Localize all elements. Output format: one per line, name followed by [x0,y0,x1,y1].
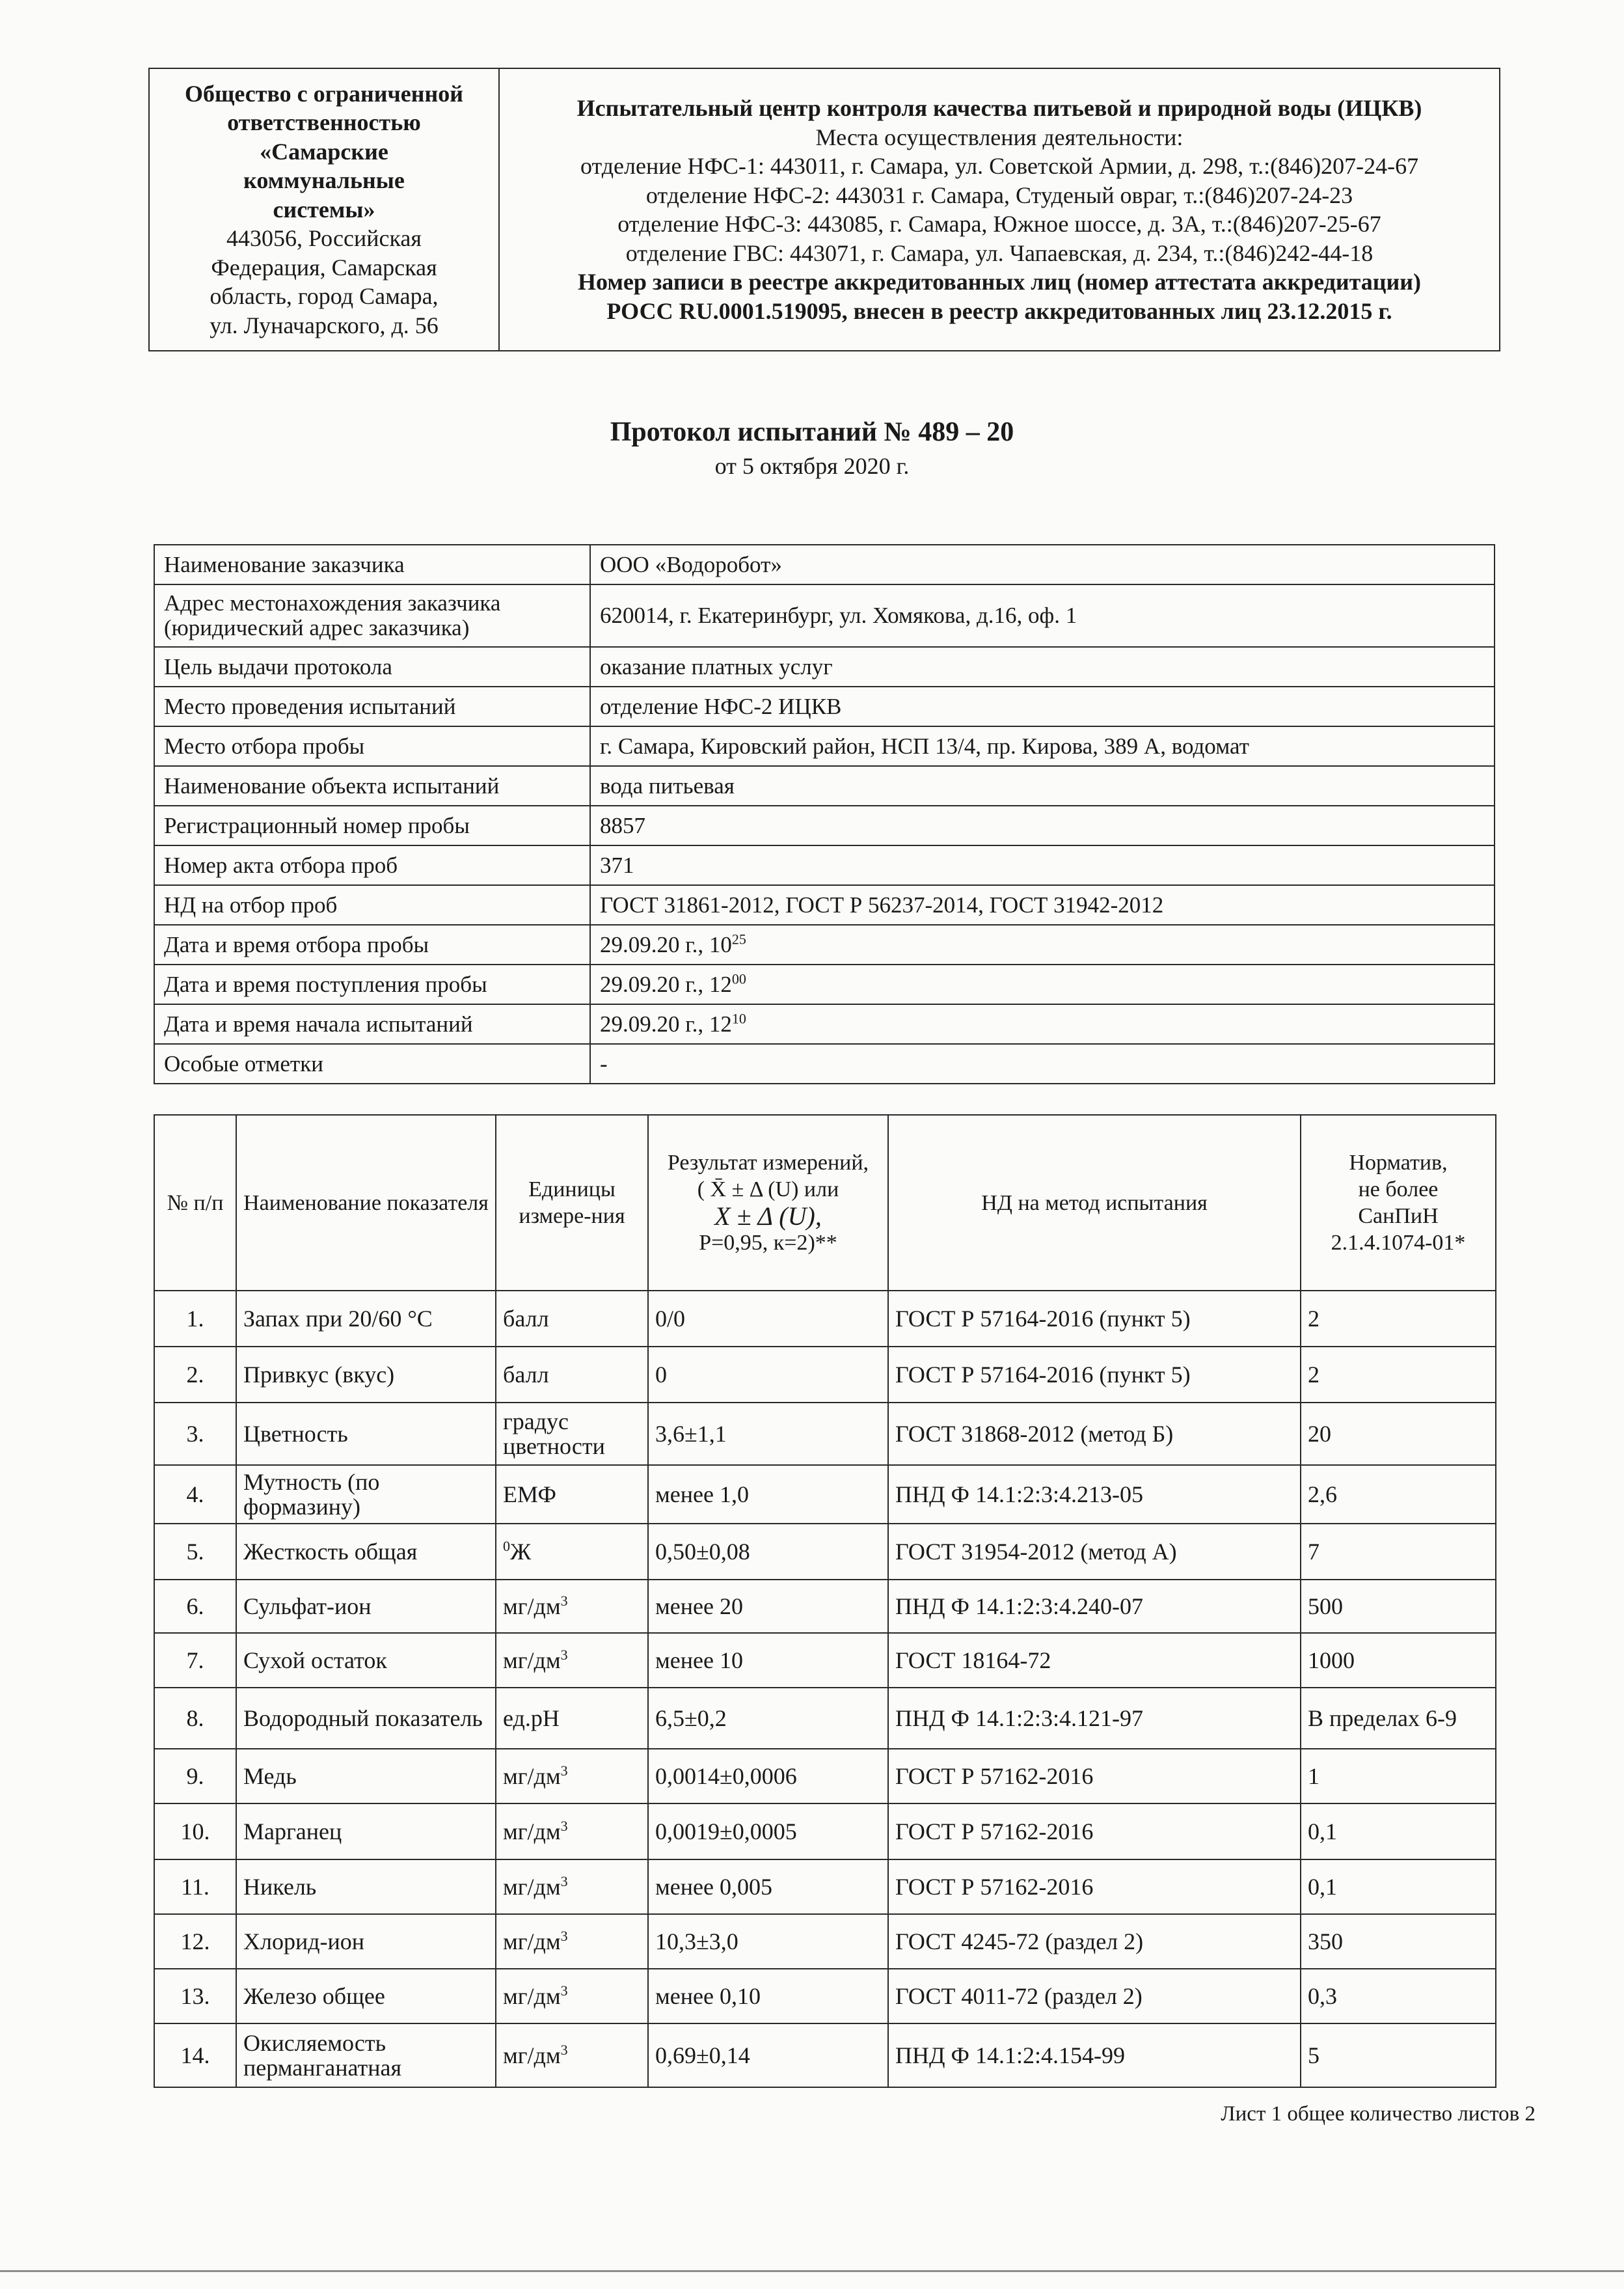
indicator-name: Медь [236,1749,496,1803]
result-row [154,1688,1496,1749]
org-address-line: 443056, Российская [226,225,422,252]
test-method: ГОСТ Р 57164-2016 (пункт 5) [888,1347,1301,1403]
test-method: ПНД Ф 14.1:2:3:4.121-97 [888,1688,1301,1749]
row-number: 10. [154,1803,236,1859]
norm-value: В пределах 6-9 [1301,1688,1496,1749]
test-center-title: Испытательный центр контроля качества питьевой и природной воды (ИЦКВ) [576,95,1422,121]
info-value: - [590,1044,1495,1084]
org-name-line: «Самарские [260,138,388,165]
test-method: ГОСТ Р 57162-2016 [888,1859,1301,1914]
indicator-name: Водородный показатель [236,1688,496,1749]
result-header-line: X ± Δ (U), [714,1201,822,1231]
result-row [154,1347,1496,1403]
unit-text: мг/дм [503,1983,561,2009]
info-row [154,1044,1495,1084]
measurement-result: 0,0019±0,0005 [648,1803,888,1859]
unit: ЕМФ [496,1465,648,1524]
unit-text: мг/дм [503,2042,561,2068]
norm-header-line: не более [1358,1177,1439,1201]
info-label: Дата и время отбора пробы [154,925,590,965]
indicator-name: Хлорид-ион [236,1914,496,1969]
scan-edge-line [0,2270,1624,2272]
accreditation-line: Номер записи в реестре аккредитованных лиц (номер аттестата аккредитации) [578,269,1421,295]
org-name-line: коммунальные [243,167,405,194]
result-header-line: Результат измерений, [667,1151,869,1175]
branch-line: отделение ГВС: 443071, г. Самара, ул. Чапаевская, д. 234, т.:(846)242-44-18 [625,240,1374,266]
col-header-norm [1301,1115,1496,1291]
indicator-name: Окисляемость перманганатная [236,2023,496,2087]
org-address-line: ул. Луначарского, д. 56 [210,312,439,338]
norm-value: 2,6 [1301,1465,1496,1524]
sheet-counter: Лист 1 общее количество листов 2 [1221,2102,1536,2126]
row-number: 9. [154,1749,236,1803]
unit: балл [496,1291,648,1347]
result-row [154,1969,1496,2023]
test-method: ГОСТ 4245-72 (раздел 2) [888,1914,1301,1969]
info-value: ГОСТ 31861-2012, ГОСТ Р 56237-2014, ГОСТ 31942-2012 [590,885,1495,925]
measurement-result: 0 [648,1347,888,1403]
norm-header-line: 2.1.4.1074-01* [1331,1231,1466,1255]
row-number: 2. [154,1347,236,1403]
norm-value: 1000 [1301,1633,1496,1688]
unit-degree: 0 [503,1538,510,1554]
result-row [154,1914,1496,1969]
info-row [154,766,1495,806]
header-table [148,68,1500,351]
info-value [590,965,1495,1004]
norm-value: 5 [1301,2023,1496,2087]
protocol-title: Протокол испытаний № 489 – 20 [610,417,1014,447]
result-row [154,1403,1496,1465]
result-row [154,1859,1496,1914]
norm-header-line: СанПиН [1358,1204,1439,1228]
info-row [154,647,1495,687]
info-value [590,925,1495,965]
unit [496,1914,648,1969]
info-row [154,545,1495,584]
row-number: 4. [154,1465,236,1524]
info-value: 620014, г. Екатеринбург, ул. Хомякова, д.16, оф. 1 [590,584,1495,647]
indicator-name: Привкус (вкус) [236,1347,496,1403]
indicator-name: Жесткость общая [236,1524,496,1580]
test-method: ГОСТ Р 57162-2016 [888,1803,1301,1859]
info-value: отделение НФС-2 ИЦКВ [590,687,1495,726]
norm-value: 500 [1301,1580,1496,1633]
info-value: оказание платных услуг [590,647,1495,687]
info-row [154,584,1495,647]
result-row [154,1803,1496,1859]
result-row [154,1465,1496,1524]
norm-value: 1 [1301,1749,1496,1803]
test-method: ГОСТ Р 57162-2016 [888,1749,1301,1803]
col-header-number: № п/п [154,1115,236,1291]
org-address-line: область, город Самара, [210,283,439,310]
time-minutes: 10 [731,1009,746,1026]
row-number: 3. [154,1403,236,1465]
time-minutes: 25 [731,930,746,947]
col-header-result [648,1115,888,1291]
datetime-text: 29.09.20 г., 12 [600,971,732,997]
norm-value: 20 [1301,1403,1496,1465]
info-label: Цель выдачи протокола [154,647,590,687]
measurement-result: 6,5±0,2 [648,1688,888,1749]
info-row [154,925,1495,965]
indicator-name: Сульфат-ион [236,1580,496,1633]
indicator-name: Запах при 20/60 °С [236,1291,496,1347]
info-value [590,1004,1495,1044]
unit-text: мг/дм [503,1647,561,1673]
unit-exponent: 3 [560,2042,568,2058]
unit-exponent: 3 [560,1647,568,1663]
row-number: 12. [154,1914,236,1969]
result-row [154,1580,1496,1633]
row-number: 7. [154,1633,236,1688]
unit [496,1580,648,1633]
org-name-line: Общество с ограниченной [184,80,463,107]
unit-text: мг/дм [503,1593,561,1619]
info-label: Наименование заказчика [154,545,590,584]
measurement-result: 10,3±3,0 [648,1914,888,1969]
indicator-name: Железо общее [236,1969,496,2023]
test-center-cell [499,68,1500,351]
info-row [154,845,1495,885]
norm-value: 0,3 [1301,1969,1496,2023]
result-row [154,2023,1496,2087]
test-method: ГОСТ 31954-2012 (метод А) [888,1524,1301,1580]
info-label: Дата и время начала испытаний [154,1004,590,1044]
norm-value: 350 [1301,1914,1496,1969]
norm-header-line: Норматив, [1349,1151,1448,1175]
datetime-text: 29.09.20 г., 10 [600,931,732,957]
branch-line: отделение НФС-1: 443011, г. Самара, ул. Советской Армии, д. 298, т.:(846)207-24-67 [580,153,1419,179]
unit [496,2023,648,2087]
info-value: вода питьевая [590,766,1495,806]
info-label: Особые отметки [154,1044,590,1084]
org-name-line: системы» [273,196,375,223]
time-minutes: 00 [731,970,746,987]
branch-line: отделение НФС-2: 443031 г. Самара, Студеный овраг, т.:(846)207-24-23 [645,182,1353,208]
info-value: ООО «Водоробот» [590,545,1495,584]
col-header-unit: Единицы измере-ния [496,1115,648,1291]
unit [496,1969,648,2023]
row-number: 11. [154,1859,236,1914]
unit-exponent: 3 [560,1873,568,1889]
info-row [154,885,1495,925]
unit-exponent: 3 [560,1593,568,1609]
measurement-result: 0,69±0,14 [648,2023,888,2087]
row-number: 1. [154,1291,236,1347]
measurement-result: менее 10 [648,1633,888,1688]
result-row [154,1633,1496,1688]
indicator-name: Цветность [236,1403,496,1465]
result-row [154,1524,1496,1580]
unit [496,1633,648,1688]
row-number: 6. [154,1580,236,1633]
info-row [154,806,1495,845]
unit-exponent: 3 [560,1818,568,1834]
unit: градус цветности [496,1403,648,1465]
accreditation-line: РОСС RU.0001.519095, внесен в реестр аккредитованных лиц 23.12.2015 г. [606,297,1392,324]
info-row [154,687,1495,726]
info-label: Регистрационный номер пробы [154,806,590,845]
organization-cell [149,68,499,351]
measurement-result: 3,6±1,1 [648,1403,888,1465]
result-row [154,1291,1496,1347]
info-value: 371 [590,845,1495,885]
indicator-name: Сухой остаток [236,1633,496,1688]
test-method: ГОСТ 31868-2012 (метод Б) [888,1403,1301,1465]
norm-value: 0,1 [1301,1803,1496,1859]
norm-value: 2 [1301,1347,1496,1403]
unit-text: мг/дм [503,1874,561,1900]
info-label: Номер акта отбора проб [154,845,590,885]
unit [496,1524,648,1580]
unit: балл [496,1347,648,1403]
indicator-name: Никель [236,1859,496,1914]
datetime-text: 29.09.20 г., 12 [600,1011,732,1037]
unit-text: мг/дм [503,1818,561,1844]
col-header-name: Наименование показателя [236,1115,496,1291]
norm-value: 7 [1301,1524,1496,1580]
info-row [154,1004,1495,1044]
info-value: г. Самара, Кировский район, НСП 13/4, пр. Кирова, 389 А, водомат [590,726,1495,766]
places-label: Места осуществления деятельности: [815,124,1184,150]
test-method: ГОСТ Р 57164-2016 (пункт 5) [888,1291,1301,1347]
measurement-result: менее 0,005 [648,1859,888,1914]
unit [496,1803,648,1859]
col-header-method: НД на метод испытания [888,1115,1301,1291]
info-label: НД на отбор проб [154,885,590,925]
org-address-line: Федерация, Самарская [211,254,437,281]
unit: ед.pH [496,1688,648,1749]
measurement-result: 0,0014±0,0006 [648,1749,888,1803]
test-method: ГОСТ 18164-72 [888,1633,1301,1688]
norm-value: 2 [1301,1291,1496,1347]
test-method: ГОСТ 4011-72 (раздел 2) [888,1969,1301,2023]
unit [496,1859,648,1914]
branch-line: отделение НФС-3: 443085, г. Самара, Южное шоссе, д. 3А, т.:(846)207-25-67 [617,211,1381,237]
info-label: Адрес местонахождения заказчика (юридический адрес заказчика) [154,584,590,647]
row-number: 5. [154,1524,236,1580]
results-header-row [154,1115,1496,1291]
protocol-date: от 5 октября 2020 г. [714,453,910,479]
measurement-result: менее 1,0 [648,1465,888,1524]
measurement-result: менее 20 [648,1580,888,1633]
unit-text: Ж [510,1539,532,1565]
info-row [154,726,1495,766]
measurement-result: 0/0 [648,1291,888,1347]
info-label: Место проведения испытаний [154,687,590,726]
result-header-line: P=0,95, к=2)** [699,1231,837,1255]
test-method: ПНД Ф 14.1:2:4.154-99 [888,2023,1301,2087]
result-row [154,1749,1496,1803]
unit-exponent: 3 [560,1928,568,1944]
norm-value: 0,1 [1301,1859,1496,1914]
info-label: Дата и время поступления пробы [154,965,590,1004]
results-table [154,1114,1496,2088]
row-number: 13. [154,1969,236,2023]
row-number: 14. [154,2023,236,2087]
result-header-line: ( X̄ ± Δ (U) или [697,1177,839,1201]
row-number: 8. [154,1688,236,1749]
unit-text: мг/дм [503,1928,561,1954]
indicator-name: Марганец [236,1803,496,1859]
test-method: ПНД Ф 14.1:2:3:4.240-07 [888,1580,1301,1633]
measurement-result: менее 0,10 [648,1969,888,2023]
unit-exponent: 3 [560,1762,568,1779]
measurement-result: 0,50±0,08 [648,1524,888,1580]
indicator-name: Мутность (по формазину) [236,1465,496,1524]
sample-info-table [154,544,1495,1084]
org-name-line: ответственностью [227,109,421,136]
info-value: 8857 [590,806,1495,845]
info-label: Место отбора пробы [154,726,590,766]
unit-exponent: 3 [560,1982,568,1999]
info-label: Наименование объекта испытаний [154,766,590,806]
info-row [154,965,1495,1004]
test-method: ПНД Ф 14.1:2:3:4.213-05 [888,1465,1301,1524]
unit [496,1749,648,1803]
unit-text: мг/дм [503,1763,561,1789]
